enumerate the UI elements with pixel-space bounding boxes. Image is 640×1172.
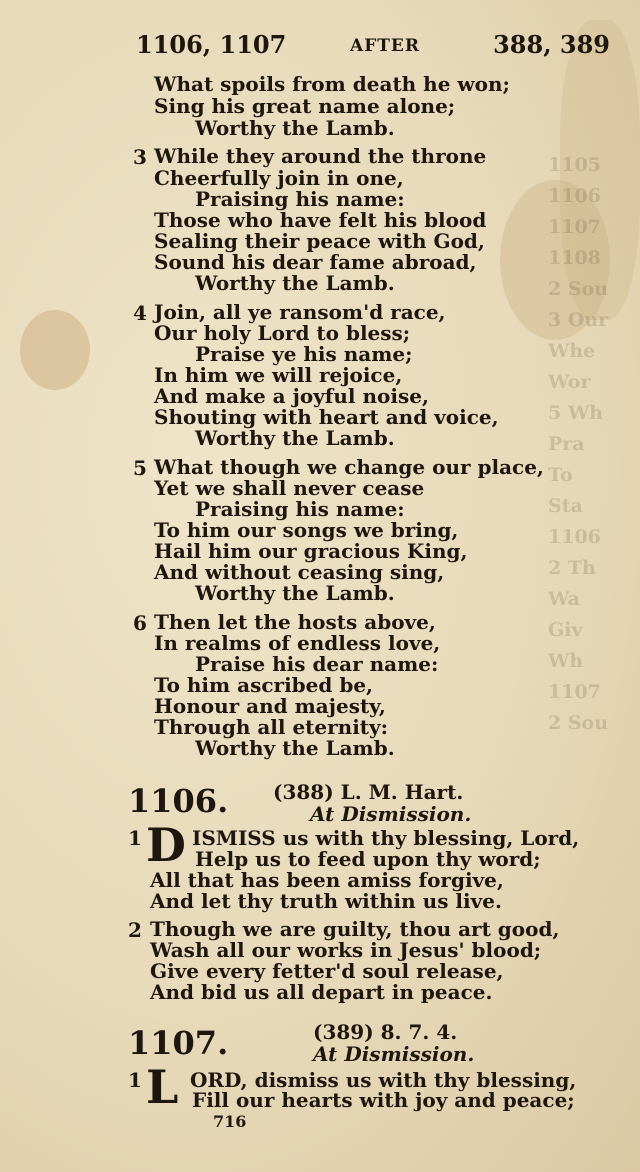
hymn-line: Sound his dear fame abroad,: [154, 250, 477, 274]
first-line-rest: dismiss us with thy blessing,: [247, 1068, 577, 1092]
running-header: [136, 30, 610, 60]
verse-number: 5: [133, 456, 147, 480]
hymn-refrain: Worthy the Lamb.: [195, 581, 395, 605]
hymn-line: All that has been amiss forgive,: [150, 868, 504, 892]
bleed-through-text: 1105 1106 1107 1108 2 Sou 3 Our Whe Wor 5 Wh Pra To Sta 1106 2 Th Wa Giv Wh 1107 2 Sou: [548, 154, 609, 734]
hymn-line: Our holy Lord to bless;: [154, 321, 411, 345]
hymn-refrain: Worthy the Lamb.: [195, 736, 395, 760]
hymn-line: Those who have felt his blood: [154, 208, 487, 232]
hymn-line: And without ceasing sing,: [154, 560, 445, 584]
first-line-rest: us with thy blessing, Lord,: [275, 826, 580, 850]
hymn-line: Though we are guilty, thou art good,: [150, 917, 560, 941]
hymn-line: Help us to feed upon thy word;: [195, 847, 541, 871]
verse-number: 1: [128, 1068, 142, 1092]
hymn-meta: (389) 8. 7. 4.: [313, 1020, 458, 1044]
hymn-line: Yet we shall never cease: [154, 476, 425, 500]
hymn-line: Sing his great name alone;: [154, 94, 456, 118]
hymn-line: Praising his name:: [195, 187, 405, 211]
hymn-number: 1107.: [128, 1024, 229, 1062]
hymn-meta: (388) L. M. Hart.: [273, 780, 464, 804]
hymn-title: At Dismission.: [310, 802, 472, 826]
hymn-line: Cheerfully join in one,: [154, 166, 404, 190]
hymn-line: Hail him our gracious King,: [154, 539, 468, 563]
hymn-line: Join, all ye ransom'd race,: [154, 300, 446, 324]
hymn-line: Shouting with heart and voice,: [154, 405, 499, 429]
hymn-line: Praise his dear name:: [195, 652, 439, 676]
hymn-line: While they around the throne: [154, 144, 487, 168]
verse-number: 6: [133, 611, 147, 635]
hymn-line: Praising his name:: [195, 497, 405, 521]
hymn-line: What though we change our place,: [154, 455, 544, 479]
page-number: 716: [213, 1112, 247, 1131]
hymn-title: At Dismission.: [313, 1042, 475, 1066]
hymn-refrain: Worthy the Lamb.: [195, 426, 395, 450]
hymn-line: Praise ye his name;: [195, 342, 413, 366]
hymn-line: To him ascribed be,: [154, 673, 374, 697]
hymn-line: Wash all our works in Jesus' blood;: [150, 938, 542, 962]
verse-number: 4: [133, 301, 147, 325]
header-original-numbers: 388, 389: [493, 30, 610, 59]
hymn-line: And bid us all depart in peace.: [150, 980, 493, 1004]
hymn-line: In realms of endless love,: [154, 631, 441, 655]
verse-number: 1: [128, 826, 142, 850]
paper-stain: [20, 310, 90, 390]
hymn-line: And make a joyful noise,: [154, 384, 429, 408]
hymn-line: Fill our hearts with joy and peace;: [192, 1088, 575, 1112]
hymn-line: Give every fetter'd soul release,: [150, 959, 504, 983]
first-word-caps: ISMISS: [192, 826, 276, 850]
hymn-refrain: Worthy the Lamb.: [195, 116, 395, 140]
header-section: AFTER: [350, 36, 420, 56]
hymn-line: And let thy truth within us live.: [150, 889, 502, 913]
hymn-line: Through all eternity:: [154, 715, 389, 739]
hymn-line: Sealing their peace with God,: [154, 229, 485, 253]
hymn-refrain: Worthy the Lamb.: [195, 271, 395, 295]
drop-cap: D: [146, 818, 186, 872]
hymn-line: Then let the hosts above,: [154, 610, 436, 634]
header-hymn-numbers: 1106, 1107: [136, 30, 287, 59]
hymn-line: What spoils from death he won;: [154, 72, 510, 96]
verse-number: 2: [128, 918, 142, 942]
hymn-line: To him our songs we bring,: [154, 518, 459, 542]
hymn-line: In him we will rejoice,: [154, 363, 403, 387]
verse-number: 3: [133, 145, 147, 169]
first-word-caps: ORD,: [190, 1068, 248, 1092]
hymn-number: 1106.: [128, 782, 229, 820]
hymn-line: Honour and majesty,: [154, 694, 386, 718]
drop-cap: L: [146, 1060, 179, 1114]
